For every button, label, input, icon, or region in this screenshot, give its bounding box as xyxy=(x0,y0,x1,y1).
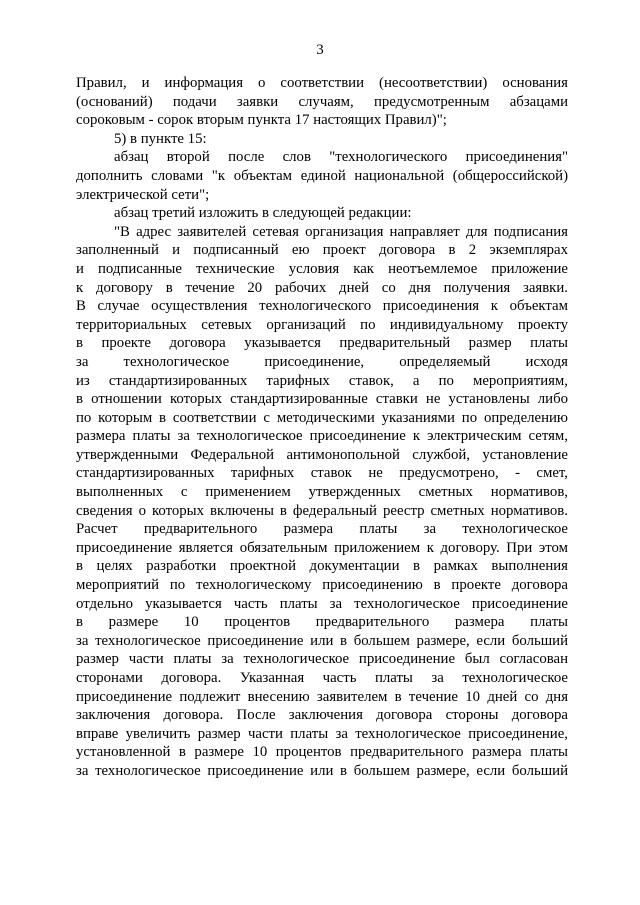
text-line: и подписанные технические условия как неотъемлемое приложение xyxy=(76,260,568,277)
text-line: заключения договора. После заключения договора стороны договора xyxy=(76,707,568,724)
text-line: присоединение является обязательным приложением к договору. При этом xyxy=(76,539,568,556)
text-line: по которым в соответствии с методическими указаниями по определению xyxy=(76,409,568,426)
text-line: 5) в пункте 15: xyxy=(114,130,207,147)
text-line: в целях разработки проектной документации в рамках выполнения xyxy=(76,558,568,575)
text-line: территориальных сетевых организаций по индивидуальному проекту xyxy=(76,316,568,333)
text-line: в отношении которых стандартизированные ставки не установлены либо xyxy=(76,391,568,408)
text-line: стандартизированных тарифных ставок не предусмотрено, - смет, xyxy=(76,465,568,482)
text-line: за технологическое присоединение или в большем размере, если больший xyxy=(76,632,568,649)
text-line: выполненных с применением утвержденных сметных нормативов, xyxy=(76,484,568,501)
text-line: утвержденными Федеральной антимонопольной службой, установление xyxy=(76,446,568,463)
text-line: электрической сети"; xyxy=(76,186,210,203)
text-line: вправе увеличить размер части платы за технологическое присоединение, xyxy=(76,725,568,742)
text-line: сведения о которых включены в федеральный реестр сметных нормативов. xyxy=(76,502,568,519)
text-line: Правил, и информация о соответствии (несоответствии) основания xyxy=(76,75,568,91)
text-line: заполненный и подписанный ею проект договора в 2 экземплярах xyxy=(76,242,568,259)
text-line: дополнить словами "к объектам единой национальной (общероссийской) xyxy=(76,167,568,184)
text-line: отдельно указывается часть платы за технологическое присоединение xyxy=(76,595,568,612)
text-line: в проекте договора указывается предварительный размер платы xyxy=(76,335,568,352)
text-line: В случае осуществления технологического присоединения к объектам xyxy=(76,298,568,315)
text-line: сторонами договора. Указанная часть платы за технологическое xyxy=(76,670,568,686)
text-line: "В адрес заявителей сетевая организация направляет для подписания xyxy=(114,223,568,240)
document-text xyxy=(76,74,568,781)
text-line: мероприятий по технологическому присоединению в проекте договора xyxy=(76,577,568,594)
text-line: в размере 10 процентов предварительного размера платы xyxy=(76,614,568,631)
text-line: к договору в течение 20 рабочих дней со дня получения заявки. xyxy=(76,279,568,296)
text-line: (оснований) подачи заявки случаям, предусмотренным абзацами xyxy=(76,93,568,110)
text-line: абзац второй после слов "технологического присоединения" xyxy=(114,149,568,166)
text-line: размера платы за технологическое присоединение к электрическим сетям, xyxy=(76,428,568,445)
text-line: за технологическое присоединение, определяемый исходя xyxy=(76,353,568,370)
text-line: размер части платы за технологическое присоединение был согласован xyxy=(76,651,568,668)
text-line: за технологическое присоединение или в большем размере, если больший xyxy=(76,762,568,779)
text-line: Расчет предварительного размера платы за технологическое xyxy=(76,521,568,538)
text-line: сороковым - сорок вторым пункта 17 настоящих Правил)"; xyxy=(76,112,447,129)
text-line: из стандартизированных тарифных ставок, а по мероприятиям, xyxy=(76,372,568,389)
text-line: установленной в размере 10 процентов предварительного размера платы xyxy=(76,744,568,761)
text-line: абзац третий изложить в следующей редакции: xyxy=(114,205,412,222)
text-line: присоединение подлежит внесению заявителем в течение 10 дней со дня xyxy=(76,688,568,705)
page-number: 3 xyxy=(316,42,324,58)
